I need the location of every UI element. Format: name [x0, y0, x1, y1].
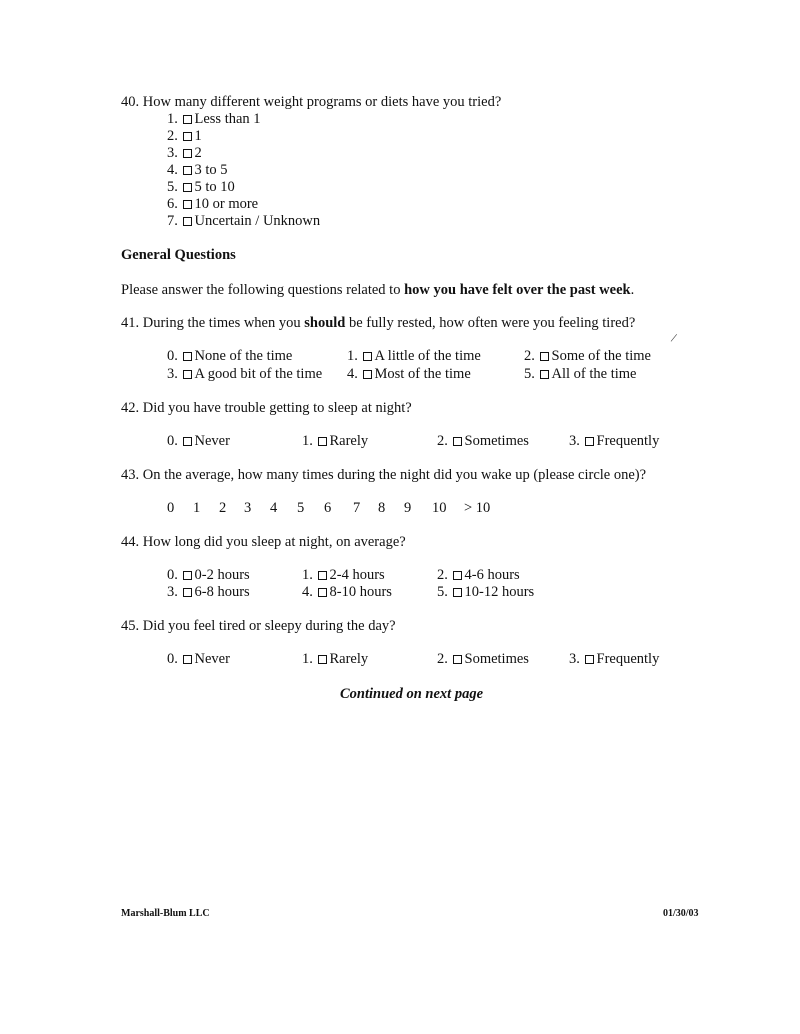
checkbox-icon[interactable]: [183, 352, 192, 361]
checkbox-icon[interactable]: [183, 166, 192, 175]
section-intro: Please answer the following questions related to how you have felt over the past week.: [121, 282, 635, 298]
checkbox-icon[interactable]: [183, 588, 192, 597]
q40-option[interactable]: 5. 5 to 10: [167, 179, 235, 195]
scale-number[interactable]: 9: [404, 500, 412, 516]
scale-number[interactable]: 5: [297, 500, 305, 516]
q41-option[interactable]: 1. A little of the time: [347, 348, 481, 364]
q40-option[interactable]: 4. 3 to 5: [167, 162, 228, 178]
q45-option[interactable]: 0. Never: [167, 651, 230, 667]
checkbox-icon[interactable]: [453, 588, 462, 597]
q44-option[interactable]: 3. 6-8 hours: [167, 584, 250, 600]
checkbox-icon[interactable]: [453, 655, 462, 664]
checkbox-icon[interactable]: [183, 149, 192, 158]
q41-option[interactable]: 5. All of the time: [524, 366, 637, 382]
checkbox-icon[interactable]: [363, 352, 372, 361]
question-45-text: 45. Did you feel tired or sleepy during the day?: [121, 618, 396, 634]
question-44-text: 44. How long did you sleep at night, on average?: [121, 534, 406, 550]
q40-option[interactable]: 2. 1: [167, 128, 202, 144]
scale-number[interactable]: 7: [353, 500, 361, 516]
q44-option[interactable]: 0. 0-2 hours: [167, 567, 250, 583]
pen-mark: /: [669, 329, 679, 346]
checkbox-icon[interactable]: [453, 571, 462, 580]
continued-note: Continued on next page: [340, 686, 484, 702]
q40-option[interactable]: 6. 10 or more: [167, 196, 259, 212]
question-41-text: 41. During the times when you should be fully rested, how often were you feeling tired?: [121, 315, 636, 331]
scale-number[interactable]: 1: [193, 500, 201, 516]
checkbox-icon[interactable]: [318, 588, 327, 597]
checkbox-icon[interactable]: [183, 132, 192, 141]
question-43-text: 43. On the average, how many times during the night did you wake up (please circle one)?: [121, 467, 647, 483]
q40-option[interactable]: 3. 2: [167, 145, 202, 161]
q42-option[interactable]: 2. Sometimes: [437, 433, 529, 449]
q41-option[interactable]: 0. None of the time: [167, 348, 293, 364]
scale-number[interactable]: 4: [270, 500, 278, 516]
checkbox-icon[interactable]: [318, 571, 327, 580]
checkbox-icon[interactable]: [318, 655, 327, 664]
checkbox-icon[interactable]: [183, 200, 192, 209]
q40-option[interactable]: 7. Uncertain / Unknown: [167, 213, 321, 229]
checkbox-icon[interactable]: [183, 183, 192, 192]
question-40-text: 40. How many different weight programs or diets have you tried?: [121, 94, 502, 110]
footer-date: 01/30/03: [663, 908, 699, 919]
footer-company: Marshall-Blum LLC: [121, 908, 210, 919]
q44-option[interactable]: 5. 10-12 hours: [437, 584, 535, 600]
scale-number[interactable]: 10: [432, 500, 447, 516]
checkbox-icon[interactable]: [183, 437, 192, 446]
checkbox-icon[interactable]: [363, 370, 372, 379]
section-heading: General Questions: [121, 247, 236, 263]
checkbox-icon[interactable]: [183, 217, 192, 226]
checkbox-icon[interactable]: [183, 655, 192, 664]
q40-option[interactable]: 1. Less than 1: [167, 111, 261, 127]
question-42-text: 42. Did you have trouble getting to sleep at night?: [121, 400, 412, 416]
q44-option[interactable]: 1. 2-4 hours: [302, 567, 385, 583]
q42-option[interactable]: 0. Never: [167, 433, 230, 449]
checkbox-icon[interactable]: [183, 370, 192, 379]
checkbox-icon[interactable]: [318, 437, 327, 446]
scale-number[interactable]: 0: [167, 500, 175, 516]
checkbox-icon[interactable]: [585, 655, 594, 664]
q42-option[interactable]: 3. Frequently: [569, 433, 660, 449]
q45-option[interactable]: 2. Sometimes: [437, 651, 529, 667]
q45-option[interactable]: 3. Frequently: [569, 651, 660, 667]
checkbox-icon[interactable]: [540, 352, 549, 361]
q41-option[interactable]: 2. Some of the time: [524, 348, 651, 364]
q44-option[interactable]: 4. 8-10 hours: [302, 584, 392, 600]
q44-option[interactable]: 2. 4-6 hours: [437, 567, 520, 583]
q41-option[interactable]: 3. A good bit of the time: [167, 366, 323, 382]
q41-option[interactable]: 4. Most of the time: [347, 366, 471, 382]
q45-option[interactable]: 1. Rarely: [302, 651, 369, 667]
scale-number[interactable]: 8: [378, 500, 386, 516]
checkbox-icon[interactable]: [453, 437, 462, 446]
scale-number[interactable]: > 10: [464, 500, 491, 516]
checkbox-icon[interactable]: [540, 370, 549, 379]
checkbox-icon[interactable]: [585, 437, 594, 446]
scale-number[interactable]: 2: [219, 500, 227, 516]
checkbox-icon[interactable]: [183, 115, 192, 124]
q42-option[interactable]: 1. Rarely: [302, 433, 369, 449]
scale-number[interactable]: 3: [244, 500, 252, 516]
checkbox-icon[interactable]: [183, 571, 192, 580]
scale-number[interactable]: 6: [324, 500, 332, 516]
